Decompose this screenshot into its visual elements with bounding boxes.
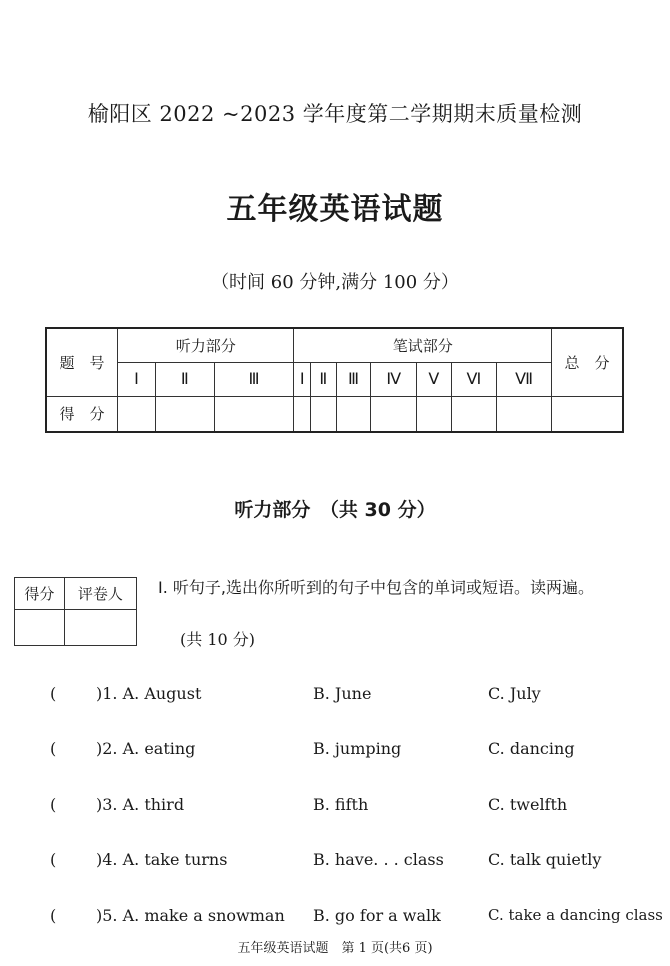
exam-header: 榆阳区 2022 ~2023 学年度第二学期期末质量检测 [87, 102, 583, 126]
score-cell[interactable] [118, 396, 156, 432]
option-a: )5. A. make a snowman [96, 906, 285, 925]
listening-header: 听力部分 [118, 328, 294, 362]
question-row [0, 795, 670, 819]
score-cell[interactable] [497, 396, 552, 432]
exam-subtitle: （时间 60 分钟,满分 100 分） [211, 272, 459, 293]
roman-cell: Ⅰ [294, 362, 311, 396]
score-cell[interactable] [336, 396, 371, 432]
option-c: C. twelfth [488, 795, 568, 814]
option-a: )4. A. take turns [96, 850, 228, 869]
roman-cell: Ⅲ [214, 362, 294, 396]
grader-score-cell[interactable] [15, 610, 65, 646]
question-row [0, 739, 670, 763]
answer-paren-open: ( [50, 684, 57, 703]
answer-paren-open: ( [50, 739, 57, 758]
option-c: C. July [488, 684, 541, 703]
option-b: B. jumping [313, 739, 402, 758]
grader-reviewer-cell[interactable] [64, 610, 136, 646]
grader-score-label: 得分 [15, 578, 65, 610]
grader-reviewer-label: 评卷人 [64, 578, 136, 610]
roman-cell: Ⅰ [118, 362, 156, 396]
part-points: (共 10 分) [180, 630, 256, 649]
score-cell[interactable] [371, 396, 417, 432]
total-score-cell[interactable] [552, 396, 624, 432]
section-title: 听力部分 （共 30 分） [234, 499, 436, 521]
exam-title: 五年级英语试题 [226, 192, 444, 227]
score-cell[interactable] [214, 396, 294, 432]
roman-cell: Ⅲ [336, 362, 371, 396]
score-cell[interactable] [155, 396, 214, 432]
score-row-label: 得 分 [46, 396, 118, 432]
roman-cell: Ⅱ [155, 362, 214, 396]
option-b: B. June [313, 684, 372, 703]
roman-cell: Ⅶ [497, 362, 552, 396]
option-b: B. fifth [313, 795, 369, 814]
option-a: )3. A. third [96, 795, 185, 814]
score-cell[interactable] [294, 396, 311, 432]
option-c: C. take a dancing class [488, 906, 663, 924]
roman-cell: Ⅱ [311, 362, 337, 396]
written-header: 笔试部分 [294, 328, 552, 362]
score-table [45, 327, 624, 433]
option-a: )2. A. eating [96, 739, 196, 758]
score-cell[interactable] [451, 396, 497, 432]
question-row [0, 850, 670, 874]
roman-cell: Ⅵ [451, 362, 497, 396]
answer-paren-open: ( [50, 850, 57, 869]
option-c: C. talk quietly [488, 850, 602, 869]
question-row [0, 906, 670, 930]
question-row [0, 684, 670, 708]
grader-box [14, 577, 137, 646]
roman-cell: Ⅳ [371, 362, 417, 396]
score-table-row-label: 题 号 [46, 328, 118, 396]
score-cell[interactable] [311, 396, 337, 432]
page-footer: 五年级英语试题 第 1 页(共6 页) [237, 941, 433, 956]
part-instruction: Ⅰ. 听句子,选出你所听到的句子中包含的单词或短语。读两遍。 [158, 578, 594, 597]
roman-cell: Ⅴ [417, 362, 452, 396]
option-b: B. go for a walk [313, 906, 441, 925]
option-a: )1. A. August [96, 684, 202, 703]
option-c: C. dancing [488, 739, 575, 758]
option-b: B. have. . . class [313, 850, 444, 869]
answer-paren-open: ( [50, 906, 57, 925]
answer-paren-open: ( [50, 795, 57, 814]
total-header: 总 分 [552, 328, 624, 396]
score-cell[interactable] [417, 396, 452, 432]
